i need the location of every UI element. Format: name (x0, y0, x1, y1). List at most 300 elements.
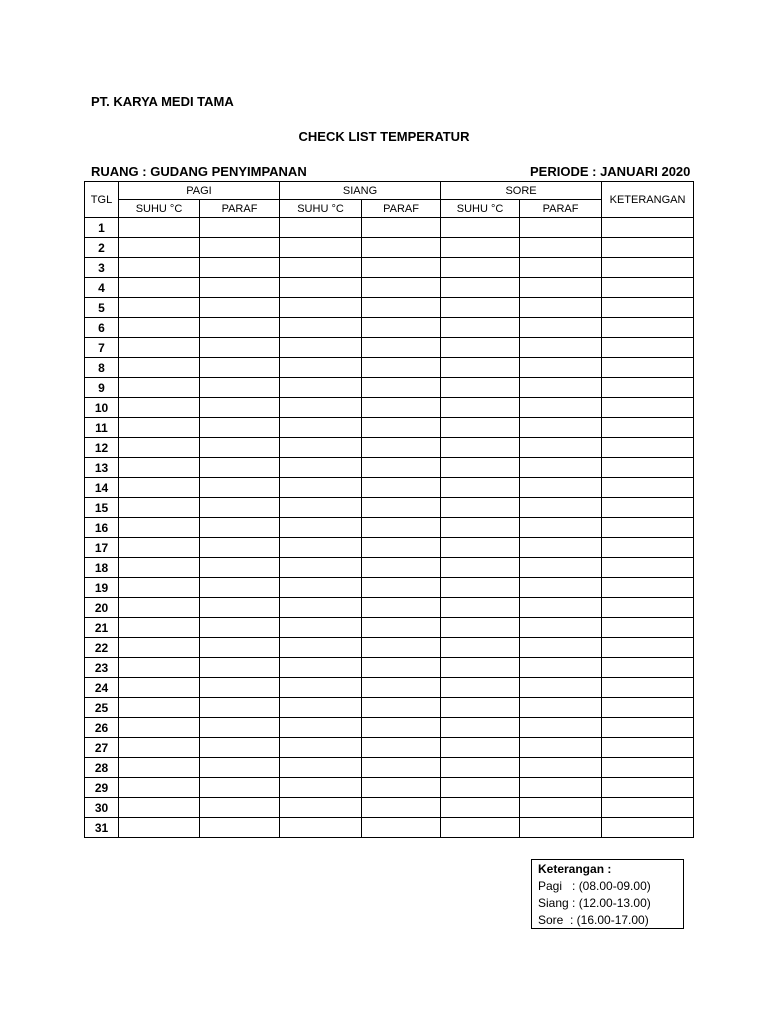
header-siang-suhu: SUHU °C (280, 200, 362, 218)
siang-paraf-cell[interactable] (362, 458, 441, 478)
day-number: 8 (85, 358, 119, 378)
day-number: 9 (85, 378, 119, 398)
siang-suhu-cell[interactable] (280, 578, 362, 598)
sore-suhu-cell[interactable] (441, 458, 520, 478)
siang-suhu-cell[interactable] (280, 518, 362, 538)
siang-suhu-cell[interactable] (280, 758, 362, 778)
header-sore-suhu: SUHU °C (441, 200, 520, 218)
day-number: 30 (85, 798, 119, 818)
pagi-suhu-cell[interactable] (119, 678, 200, 698)
legend-title: Keterangan : (538, 862, 612, 876)
pagi-paraf-cell[interactable] (200, 578, 280, 598)
sore-paraf-cell[interactable] (520, 658, 602, 678)
sore-suhu-cell[interactable] (441, 498, 520, 518)
keterangan-cell[interactable] (602, 738, 694, 758)
pagi-paraf-cell[interactable] (200, 598, 280, 618)
header-pagi-paraf: PARAF (200, 200, 280, 218)
pagi-paraf-cell[interactable] (200, 658, 280, 678)
sore-suhu-cell[interactable] (441, 538, 520, 558)
siang-paraf-cell[interactable] (362, 618, 441, 638)
siang-paraf-cell[interactable] (362, 778, 441, 798)
sore-paraf-cell[interactable] (520, 458, 602, 478)
pagi-suhu-cell[interactable] (119, 218, 200, 238)
table-row (85, 618, 694, 638)
siang-paraf-cell[interactable] (362, 818, 441, 838)
pagi-suhu-cell[interactable] (119, 558, 200, 578)
table-row (85, 238, 694, 258)
keterangan-cell[interactable] (602, 278, 694, 298)
pagi-suhu-cell[interactable] (119, 258, 200, 278)
temperature-table (84, 181, 694, 838)
siang-suhu-cell[interactable] (280, 298, 362, 318)
table-row (85, 498, 694, 518)
sore-paraf-cell[interactable] (520, 558, 602, 578)
day-number: 5 (85, 298, 119, 318)
sore-paraf-cell[interactable] (520, 318, 602, 338)
pagi-paraf-cell[interactable] (200, 558, 280, 578)
day-number: 12 (85, 438, 119, 458)
sore-paraf-cell[interactable] (520, 298, 602, 318)
sore-paraf-cell[interactable] (520, 818, 602, 838)
table-row (85, 818, 694, 838)
siang-suhu-cell[interactable] (280, 818, 362, 838)
table-row (85, 578, 694, 598)
siang-suhu-cell[interactable] (280, 278, 362, 298)
keterangan-cell[interactable] (602, 758, 694, 778)
room-label: RUANG : GUDANG PENYIMPANAN (91, 164, 307, 179)
siang-suhu-cell[interactable] (280, 778, 362, 798)
siang-paraf-cell[interactable] (362, 718, 441, 738)
siang-paraf-cell[interactable] (362, 218, 441, 238)
sore-suhu-cell[interactable] (441, 558, 520, 578)
keterangan-cell[interactable] (602, 638, 694, 658)
keterangan-cell[interactable] (602, 258, 694, 278)
keterangan-cell[interactable] (602, 378, 694, 398)
sore-suhu-cell[interactable] (441, 778, 520, 798)
sore-suhu-cell[interactable] (441, 798, 520, 818)
pagi-paraf-cell[interactable] (200, 218, 280, 238)
sore-paraf-cell[interactable] (520, 278, 602, 298)
table-row (85, 658, 694, 678)
table-body (85, 218, 694, 838)
sore-suhu-cell[interactable] (441, 478, 520, 498)
siang-paraf-cell[interactable] (362, 338, 441, 358)
pagi-paraf-cell[interactable] (200, 618, 280, 638)
keterangan-cell[interactable] (602, 338, 694, 358)
pagi-paraf-cell[interactable] (200, 818, 280, 838)
day-number: 14 (85, 478, 119, 498)
table-row (85, 218, 694, 238)
table-row (85, 698, 694, 718)
day-number: 1 (85, 218, 119, 238)
pagi-suhu-cell[interactable] (119, 598, 200, 618)
sore-suhu-cell[interactable] (441, 518, 520, 538)
siang-paraf-cell[interactable] (362, 418, 441, 438)
sore-suhu-cell[interactable] (441, 638, 520, 658)
sore-paraf-cell[interactable] (520, 738, 602, 758)
period-label: PERIODE : JANUARI 2020 (530, 164, 691, 179)
legend-box (531, 859, 684, 929)
siang-suhu-cell[interactable] (280, 698, 362, 718)
sore-suhu-cell[interactable] (441, 818, 520, 838)
keterangan-cell[interactable] (602, 818, 694, 838)
keterangan-cell[interactable] (602, 718, 694, 738)
sore-paraf-cell[interactable] (520, 698, 602, 718)
siang-suhu-cell[interactable] (280, 498, 362, 518)
sore-suhu-cell[interactable] (441, 218, 520, 238)
keterangan-cell[interactable] (602, 618, 694, 638)
sore-suhu-cell[interactable] (441, 758, 520, 778)
pagi-suhu-cell[interactable] (119, 438, 200, 458)
keterangan-cell[interactable] (602, 598, 694, 618)
day-number: 6 (85, 318, 119, 338)
keterangan-cell[interactable] (602, 398, 694, 418)
day-number: 18 (85, 558, 119, 578)
keterangan-cell[interactable] (602, 558, 694, 578)
pagi-suhu-cell[interactable] (119, 798, 200, 818)
sore-paraf-cell[interactable] (520, 538, 602, 558)
day-number: 20 (85, 598, 119, 618)
pagi-paraf-cell[interactable] (200, 638, 280, 658)
pagi-suhu-cell[interactable] (119, 658, 200, 678)
sore-paraf-cell[interactable] (520, 618, 602, 638)
pagi-paraf-cell[interactable] (200, 498, 280, 518)
header-tgl: TGL (85, 182, 119, 218)
pagi-suhu-cell[interactable] (119, 818, 200, 838)
pagi-paraf-cell[interactable] (200, 458, 280, 478)
company-name: PT. KARYA MEDI TAMA (91, 94, 234, 109)
sore-suhu-cell[interactable] (441, 438, 520, 458)
pagi-paraf-cell[interactable] (200, 358, 280, 378)
sore-paraf-cell[interactable] (520, 438, 602, 458)
siang-paraf-cell[interactable] (362, 798, 441, 818)
day-number: 21 (85, 618, 119, 638)
sore-paraf-cell[interactable] (520, 338, 602, 358)
sore-suhu-cell[interactable] (441, 298, 520, 318)
sore-suhu-cell[interactable] (441, 578, 520, 598)
pagi-suhu-cell[interactable] (119, 358, 200, 378)
siang-suhu-cell[interactable] (280, 238, 362, 258)
table-row (85, 518, 694, 538)
header-pagi-suhu: SUHU °C (119, 200, 200, 218)
day-number: 29 (85, 778, 119, 798)
pagi-suhu-cell[interactable] (119, 618, 200, 638)
pagi-paraf-cell[interactable] (200, 278, 280, 298)
pagi-suhu-cell[interactable] (119, 278, 200, 298)
sore-paraf-cell[interactable] (520, 578, 602, 598)
table-row (85, 258, 694, 278)
siang-suhu-cell[interactable] (280, 658, 362, 678)
pagi-paraf-cell[interactable] (200, 438, 280, 458)
pagi-paraf-cell[interactable] (200, 318, 280, 338)
header-pagi: PAGI (119, 182, 280, 200)
pagi-paraf-cell[interactable] (200, 338, 280, 358)
table-row (85, 778, 694, 798)
pagi-suhu-cell[interactable] (119, 318, 200, 338)
pagi-paraf-cell[interactable] (200, 398, 280, 418)
pagi-paraf-cell[interactable] (200, 258, 280, 278)
siang-paraf-cell[interactable] (362, 478, 441, 498)
siang-paraf-cell[interactable] (362, 438, 441, 458)
siang-suhu-cell[interactable] (280, 798, 362, 818)
siang-suhu-cell[interactable] (280, 438, 362, 458)
pagi-suhu-cell[interactable] (119, 238, 200, 258)
keterangan-cell[interactable] (602, 658, 694, 678)
siang-paraf-cell[interactable] (362, 358, 441, 378)
sore-suhu-cell[interactable] (441, 738, 520, 758)
keterangan-cell[interactable] (602, 418, 694, 438)
sore-suhu-cell[interactable] (441, 378, 520, 398)
keterangan-cell[interactable] (602, 438, 694, 458)
day-number: 2 (85, 238, 119, 258)
keterangan-cell[interactable] (602, 238, 694, 258)
pagi-suhu-cell[interactable] (119, 638, 200, 658)
siang-paraf-cell[interactable] (362, 538, 441, 558)
keterangan-cell[interactable] (602, 778, 694, 798)
keterangan-cell[interactable] (602, 678, 694, 698)
header-siang: SIANG (280, 182, 441, 200)
pagi-suhu-cell[interactable] (119, 418, 200, 438)
siang-suhu-cell[interactable] (280, 478, 362, 498)
sore-paraf-cell[interactable] (520, 758, 602, 778)
pagi-suhu-cell[interactable] (119, 518, 200, 538)
pagi-suhu-cell[interactable] (119, 458, 200, 478)
sore-suhu-cell[interactable] (441, 238, 520, 258)
header-sore-paraf: PARAF (520, 200, 602, 218)
table-row (85, 798, 694, 818)
siang-suhu-cell[interactable] (280, 458, 362, 478)
sore-paraf-cell[interactable] (520, 238, 602, 258)
keterangan-cell[interactable] (602, 578, 694, 598)
siang-paraf-cell[interactable] (362, 558, 441, 578)
siang-paraf-cell[interactable] (362, 378, 441, 398)
siang-paraf-cell[interactable] (362, 258, 441, 278)
pagi-paraf-cell[interactable] (200, 758, 280, 778)
sore-paraf-cell[interactable] (520, 218, 602, 238)
sore-paraf-cell[interactable] (520, 378, 602, 398)
pagi-paraf-cell[interactable] (200, 738, 280, 758)
pagi-suhu-cell[interactable] (119, 698, 200, 718)
day-number: 31 (85, 818, 119, 838)
day-number: 28 (85, 758, 119, 778)
header-sore: SORE (441, 182, 602, 200)
pagi-paraf-cell[interactable] (200, 238, 280, 258)
keterangan-cell[interactable] (602, 478, 694, 498)
table-row (85, 338, 694, 358)
siang-suhu-cell[interactable] (280, 418, 362, 438)
siang-suhu-cell[interactable] (280, 618, 362, 638)
siang-paraf-cell[interactable] (362, 598, 441, 618)
siang-paraf-cell[interactable] (362, 518, 441, 538)
pagi-paraf-cell[interactable] (200, 778, 280, 798)
keterangan-cell[interactable] (602, 698, 694, 718)
table-row (85, 678, 694, 698)
sore-suhu-cell[interactable] (441, 658, 520, 678)
day-number: 24 (85, 678, 119, 698)
pagi-suhu-cell[interactable] (119, 738, 200, 758)
pagi-suhu-cell[interactable] (119, 718, 200, 738)
table-row (85, 638, 694, 658)
table-row (85, 758, 694, 778)
table-row (85, 478, 694, 498)
sore-paraf-cell[interactable] (520, 798, 602, 818)
siang-suhu-cell[interactable] (280, 558, 362, 578)
sore-suhu-cell[interactable] (441, 398, 520, 418)
pagi-paraf-cell[interactable] (200, 298, 280, 318)
sore-suhu-cell[interactable] (441, 598, 520, 618)
siang-paraf-cell[interactable] (362, 758, 441, 778)
siang-paraf-cell[interactable] (362, 278, 441, 298)
pagi-suhu-cell[interactable] (119, 778, 200, 798)
sore-suhu-cell[interactable] (441, 318, 520, 338)
sore-paraf-cell[interactable] (520, 518, 602, 538)
siang-paraf-cell[interactable] (362, 298, 441, 318)
keterangan-cell[interactable] (602, 458, 694, 478)
keterangan-cell[interactable] (602, 358, 694, 378)
table-row (85, 298, 694, 318)
sore-paraf-cell[interactable] (520, 778, 602, 798)
sore-suhu-cell[interactable] (441, 258, 520, 278)
sore-paraf-cell[interactable] (520, 638, 602, 658)
sore-paraf-cell[interactable] (520, 678, 602, 698)
keterangan-cell[interactable] (602, 498, 694, 518)
siang-suhu-cell[interactable] (280, 538, 362, 558)
pagi-paraf-cell[interactable] (200, 538, 280, 558)
header-keterangan: KETERANGAN (602, 182, 694, 218)
pagi-suhu-cell[interactable] (119, 498, 200, 518)
table-row (85, 718, 694, 738)
sore-suhu-cell[interactable] (441, 338, 520, 358)
siang-suhu-cell[interactable] (280, 718, 362, 738)
siang-paraf-cell[interactable] (362, 638, 441, 658)
sore-paraf-cell[interactable] (520, 498, 602, 518)
pagi-paraf-cell[interactable] (200, 718, 280, 738)
keterangan-cell[interactable] (602, 298, 694, 318)
siang-suhu-cell[interactable] (280, 738, 362, 758)
pagi-suhu-cell[interactable] (119, 538, 200, 558)
legend-line-siang: Siang : (12.00-13.00) (538, 896, 651, 910)
sore-suhu-cell[interactable] (441, 278, 520, 298)
table-row (85, 278, 694, 298)
legend-line-pagi: Pagi : (08.00-09.00) (538, 879, 651, 893)
table-row (85, 318, 694, 338)
siang-suhu-cell[interactable] (280, 378, 362, 398)
day-number: 26 (85, 718, 119, 738)
pagi-suhu-cell[interactable] (119, 398, 200, 418)
table-row (85, 418, 694, 438)
day-number: 16 (85, 518, 119, 538)
siang-suhu-cell[interactable] (280, 338, 362, 358)
sore-suhu-cell[interactable] (441, 358, 520, 378)
day-number: 10 (85, 398, 119, 418)
legend-line-sore: Sore : (16.00-17.00) (538, 913, 649, 927)
siang-paraf-cell[interactable] (362, 738, 441, 758)
keterangan-cell[interactable] (602, 538, 694, 558)
document-title: CHECK LIST TEMPERATUR (298, 129, 470, 144)
siang-suhu-cell[interactable] (280, 318, 362, 338)
keterangan-cell[interactable] (602, 218, 694, 238)
pagi-suhu-cell[interactable] (119, 578, 200, 598)
sore-paraf-cell[interactable] (520, 258, 602, 278)
keterangan-cell[interactable] (602, 798, 694, 818)
day-number: 13 (85, 458, 119, 478)
table-row (85, 738, 694, 758)
keterangan-cell[interactable] (602, 518, 694, 538)
sore-paraf-cell[interactable] (520, 398, 602, 418)
sore-paraf-cell[interactable] (520, 418, 602, 438)
siang-suhu-cell[interactable] (280, 638, 362, 658)
day-number: 27 (85, 738, 119, 758)
siang-paraf-cell[interactable] (362, 658, 441, 678)
table-row (85, 438, 694, 458)
siang-paraf-cell[interactable] (362, 698, 441, 718)
pagi-suhu-cell[interactable] (119, 478, 200, 498)
table-row (85, 558, 694, 578)
sore-suhu-cell[interactable] (441, 418, 520, 438)
sore-suhu-cell[interactable] (441, 698, 520, 718)
pagi-paraf-cell[interactable] (200, 518, 280, 538)
table-row (85, 378, 694, 398)
day-number: 17 (85, 538, 119, 558)
day-number: 3 (85, 258, 119, 278)
pagi-paraf-cell[interactable] (200, 478, 280, 498)
siang-suhu-cell[interactable] (280, 358, 362, 378)
table-row (85, 398, 694, 418)
day-number: 4 (85, 278, 119, 298)
pagi-paraf-cell[interactable] (200, 798, 280, 818)
sore-paraf-cell[interactable] (520, 358, 602, 378)
siang-suhu-cell[interactable] (280, 398, 362, 418)
day-number: 25 (85, 698, 119, 718)
sore-suhu-cell[interactable] (441, 718, 520, 738)
siang-suhu-cell[interactable] (280, 218, 362, 238)
pagi-paraf-cell[interactable] (200, 698, 280, 718)
pagi-paraf-cell[interactable] (200, 378, 280, 398)
table-row (85, 358, 694, 378)
siang-suhu-cell[interactable] (280, 258, 362, 278)
siang-paraf-cell[interactable] (362, 398, 441, 418)
table-row (85, 458, 694, 478)
sore-paraf-cell[interactable] (520, 478, 602, 498)
day-number: 7 (85, 338, 119, 358)
pagi-paraf-cell[interactable] (200, 678, 280, 698)
sore-paraf-cell[interactable] (520, 598, 602, 618)
day-number: 22 (85, 638, 119, 658)
day-number: 11 (85, 418, 119, 438)
day-number: 23 (85, 658, 119, 678)
sore-suhu-cell[interactable] (441, 618, 520, 638)
siang-paraf-cell[interactable] (362, 498, 441, 518)
siang-suhu-cell[interactable] (280, 678, 362, 698)
pagi-suhu-cell[interactable] (119, 758, 200, 778)
pagi-suhu-cell[interactable] (119, 338, 200, 358)
header-siang-paraf: PARAF (362, 200, 441, 218)
day-number: 19 (85, 578, 119, 598)
siang-paraf-cell[interactable] (362, 238, 441, 258)
pagi-paraf-cell[interactable] (200, 418, 280, 438)
siang-suhu-cell[interactable] (280, 598, 362, 618)
pagi-suhu-cell[interactable] (119, 378, 200, 398)
sore-paraf-cell[interactable] (520, 718, 602, 738)
keterangan-cell[interactable] (602, 318, 694, 338)
pagi-suhu-cell[interactable] (119, 298, 200, 318)
siang-paraf-cell[interactable] (362, 578, 441, 598)
siang-paraf-cell[interactable] (362, 318, 441, 338)
table-row (85, 538, 694, 558)
sore-suhu-cell[interactable] (441, 678, 520, 698)
table-row (85, 598, 694, 618)
siang-paraf-cell[interactable] (362, 678, 441, 698)
